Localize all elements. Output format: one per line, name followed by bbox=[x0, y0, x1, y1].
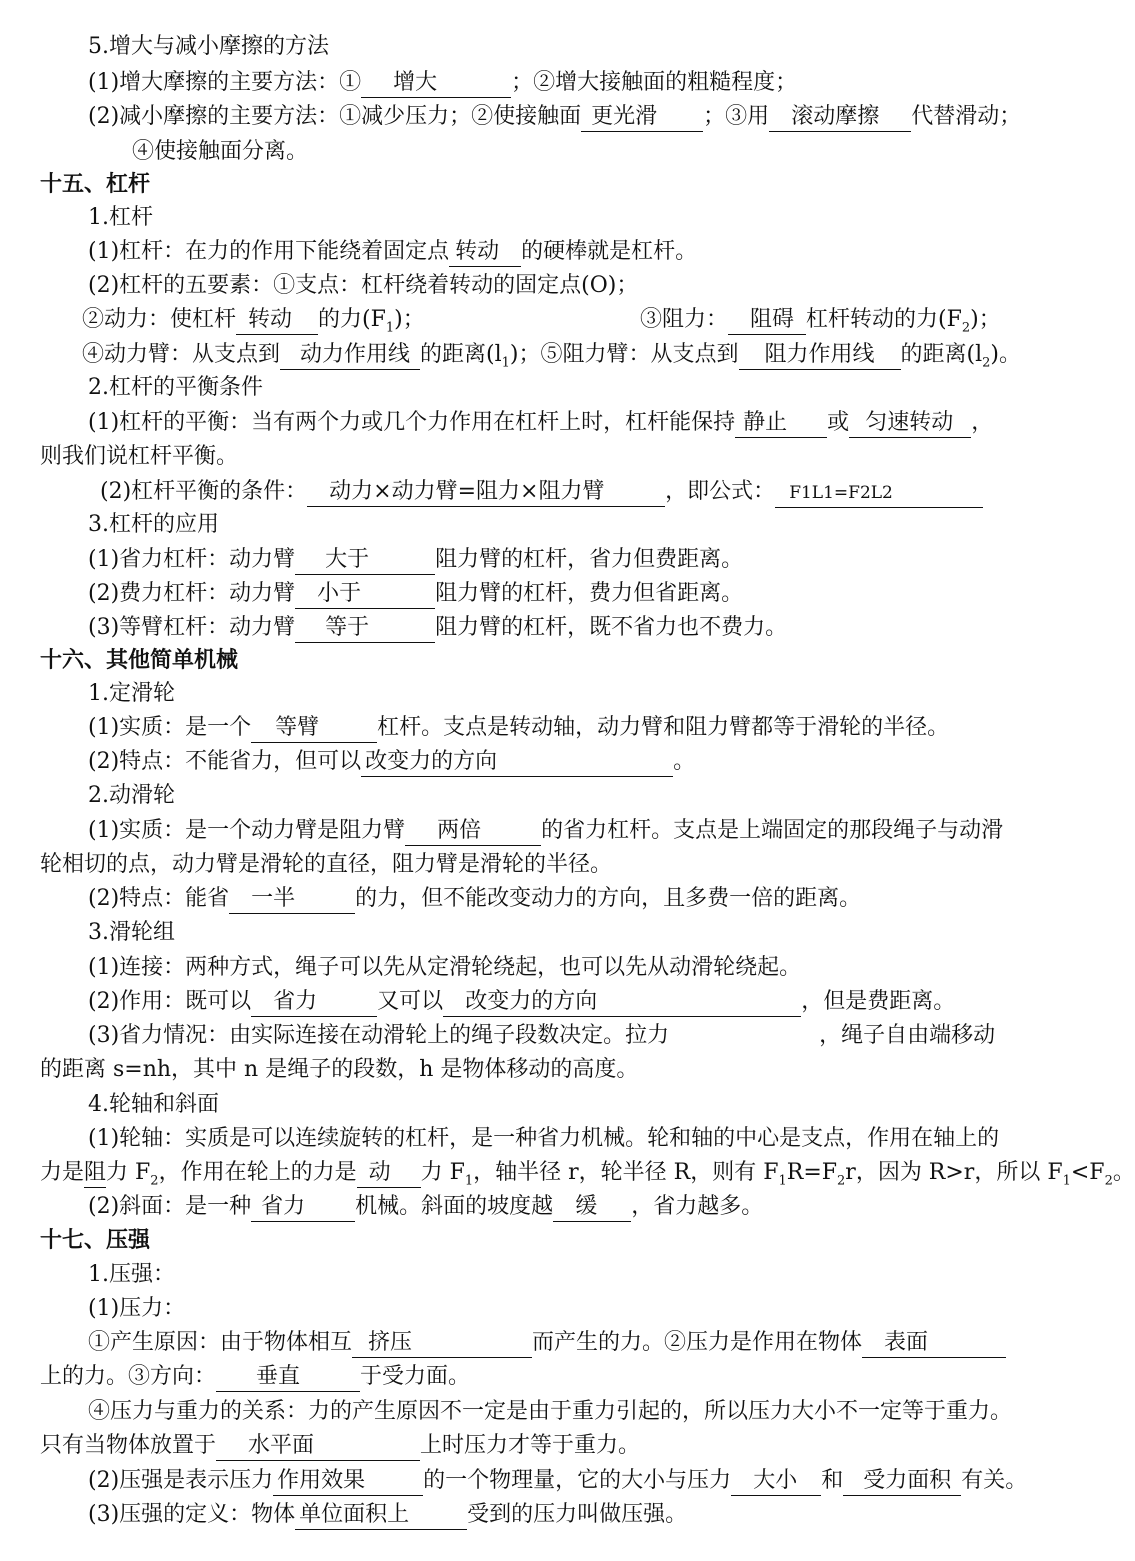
text: 5.增大与减小摩擦的方法 bbox=[88, 34, 329, 59]
text: 杠杆转动的力(F bbox=[806, 307, 962, 332]
subscript: 1 bbox=[1062, 1173, 1071, 1189]
text: ，轴半径 r，轮半径 R，则有 F bbox=[473, 1160, 779, 1185]
text-line bbox=[40, 1053, 1080, 1087]
text: 2.动滑轮 bbox=[88, 783, 175, 808]
subsection-title bbox=[88, 371, 1080, 405]
subsection-title bbox=[88, 779, 1080, 813]
fill-answer: 转动 bbox=[449, 238, 521, 267]
text: (2)减小摩擦的主要方法：①减少压力；②使接触面 bbox=[88, 104, 582, 129]
subscript: 2 bbox=[961, 320, 971, 336]
fill-answer: 等于 bbox=[295, 614, 435, 643]
text: 则我们说杠杆平衡。 bbox=[40, 444, 239, 469]
text: 3.杠杆的应用 bbox=[88, 512, 219, 537]
fill-answer: 大于 bbox=[295, 546, 435, 575]
text: ， bbox=[971, 410, 994, 435]
fill-answer: 表面 bbox=[862, 1329, 1006, 1358]
text: (1)杠杆：在力的作用下能绕着固定点 bbox=[88, 239, 450, 264]
fill-answer: 大小 bbox=[731, 1467, 821, 1496]
text: R=F bbox=[786, 1160, 838, 1185]
text: (1)实质：是一个动力臂是阻力臂 bbox=[88, 818, 406, 843]
text: 受到的压力叫做压强。 bbox=[467, 1502, 688, 1527]
text-line bbox=[88, 1464, 1080, 1498]
text: ，即公式： bbox=[665, 479, 776, 504]
subsection-title bbox=[88, 30, 1080, 64]
text-line bbox=[88, 235, 1080, 269]
text-line bbox=[82, 338, 1080, 372]
fill-answer: 作用效果 bbox=[273, 1467, 423, 1496]
text: 1.定滑轮 bbox=[88, 681, 175, 706]
section-heading: 十六、其他简单机械 bbox=[40, 648, 239, 673]
text: 代替滑动； bbox=[911, 104, 1022, 129]
text: 只有当物体放置于 bbox=[40, 1433, 217, 1458]
fill-answer: 静止 bbox=[735, 409, 827, 438]
subsection-title bbox=[88, 201, 1080, 235]
fill-answer: 垂直 bbox=[216, 1363, 360, 1392]
text: (2)特点：能省 bbox=[88, 886, 230, 911]
text: 的硬棒就是杠杆。 bbox=[521, 239, 698, 264]
fill-answer: 等臂 bbox=[251, 714, 377, 743]
text: 的距离(l bbox=[420, 342, 502, 367]
text: ；②增大接触面的粗糙程度； bbox=[511, 70, 798, 95]
text: ，但是费距离。 bbox=[801, 989, 956, 1014]
text: )； bbox=[394, 307, 425, 332]
text-line bbox=[88, 882, 1080, 916]
text: 的距离(l bbox=[900, 342, 983, 367]
text-line bbox=[640, 303, 1080, 337]
text: (3)压强的定义：物体 bbox=[88, 1502, 296, 1527]
fill-answer: 一半 bbox=[229, 885, 355, 914]
text-line bbox=[88, 711, 1080, 745]
text: 1.杠杆 bbox=[88, 205, 153, 230]
subsection-title bbox=[88, 677, 1080, 711]
fill-answer: 阻 bbox=[84, 1159, 106, 1188]
text: 。 bbox=[1112, 1160, 1135, 1185]
text: 有关。 bbox=[961, 1468, 1028, 1493]
fill-answer: 动力作用线 bbox=[280, 341, 420, 370]
text: 力是 bbox=[40, 1160, 85, 1185]
subsection-title bbox=[88, 1258, 1080, 1292]
text: (1)压力： bbox=[88, 1296, 186, 1321]
text: 和 bbox=[821, 1468, 844, 1493]
text: 力 F bbox=[106, 1160, 151, 1185]
text: <F bbox=[1070, 1160, 1105, 1185]
text-line bbox=[100, 475, 1080, 509]
fill-answer: 改变力的方向 bbox=[443, 988, 801, 1017]
text: ④使接触面分离。 bbox=[132, 139, 309, 164]
text: ，作用在轮上的力是 bbox=[158, 1160, 357, 1185]
fill-answer: 省力 bbox=[251, 1193, 355, 1222]
text: )； bbox=[970, 307, 1001, 332]
text: (2)杠杆的五要素：①支点：杠杆绕着转动的固定点(O)； bbox=[88, 273, 639, 298]
text: (2)压强是表示压力 bbox=[88, 1468, 274, 1493]
text-line bbox=[88, 1190, 1080, 1224]
text: (1)轮轴：实质是可以连续旋转的杠杆，是一种省力机械。轮和轴的中心是支点，作用在轴上的 bbox=[88, 1126, 1000, 1151]
text-line bbox=[88, 611, 1080, 645]
fill-answer: 缓 bbox=[553, 1193, 631, 1222]
text: 的省力杠杆。支点是上端固定的那段绳子与动滑 bbox=[541, 818, 1004, 843]
text: 2.杠杆的平衡条件 bbox=[88, 375, 263, 400]
subsection-title bbox=[88, 1088, 1080, 1122]
text: ④动力臂：从支点到 bbox=[82, 342, 281, 367]
text: (2)特点：不能省力，但可以 bbox=[88, 749, 362, 774]
text: ，省力越多。 bbox=[631, 1194, 764, 1219]
text: ②动力：使杠杆 bbox=[82, 307, 237, 332]
text-line bbox=[40, 440, 1080, 474]
subscript: 2 bbox=[982, 355, 991, 371]
fill-answer: 匀速转动 bbox=[849, 409, 971, 438]
text: (1)省力杠杆：动力臂 bbox=[88, 547, 296, 572]
text-line bbox=[88, 1019, 1080, 1053]
text: 又可以 bbox=[377, 989, 444, 1014]
fill-answer: 滚动摩擦 bbox=[769, 103, 911, 132]
text-line bbox=[40, 1156, 1135, 1190]
text: 阻力臂的杠杆，费力但省距离。 bbox=[435, 581, 744, 606]
text-line bbox=[40, 848, 1080, 882]
subscript: 1 bbox=[501, 355, 510, 371]
text-line bbox=[88, 577, 1080, 611]
text-line bbox=[88, 745, 1080, 779]
fill-answer: 受力面积 bbox=[843, 1467, 961, 1496]
fill-answer: 动 bbox=[357, 1159, 421, 1188]
text-line bbox=[88, 269, 1080, 303]
text-line bbox=[88, 1395, 1080, 1429]
text-line bbox=[88, 951, 1080, 985]
text: 轮相切的点，动力臂是滑轮的直径，阻力臂是滑轮的半径。 bbox=[40, 852, 613, 877]
fill-answer: 水平面 bbox=[216, 1432, 420, 1461]
subscript: 2 bbox=[150, 1173, 159, 1189]
text: )；⑤阻力臂：从支点到 bbox=[509, 342, 739, 367]
text: 3.滑轮组 bbox=[88, 920, 175, 945]
text: 的力(F bbox=[318, 307, 386, 332]
subsection-title bbox=[88, 1292, 1080, 1326]
text: 。 bbox=[673, 749, 696, 774]
subsection-title bbox=[88, 508, 1080, 542]
text: 上的力。③方向： bbox=[40, 1364, 217, 1389]
text: (2)费力杠杆：动力臂 bbox=[88, 581, 296, 606]
fill-answer: 动力×动力臂=阻力×阻力臂 bbox=[307, 478, 665, 507]
text: ；③用 bbox=[703, 104, 770, 129]
text-line bbox=[40, 1429, 1080, 1463]
text: 机械。斜面的坡度越 bbox=[355, 1194, 554, 1219]
section-heading: 十七、压强 bbox=[40, 1228, 151, 1253]
text-line bbox=[132, 135, 1080, 169]
text-line bbox=[88, 814, 1080, 848]
text: (1)实质：是一个 bbox=[88, 715, 252, 740]
fill-answer: 两倍 bbox=[405, 817, 541, 846]
subsection-title bbox=[88, 916, 1080, 950]
text-line bbox=[88, 543, 1080, 577]
text: ④压力与重力的关系：力的产生原因不一定是由于重力引起的，所以压力大小不一定等于重力。 bbox=[88, 1399, 1013, 1424]
fill-answer: 挤压 bbox=[352, 1329, 532, 1358]
text-line bbox=[40, 1360, 1080, 1394]
subscript: 2 bbox=[837, 1173, 846, 1189]
text-line bbox=[88, 985, 1080, 1019]
text: (2)杠杆平衡的条件： bbox=[100, 479, 308, 504]
fill-answer: 更光滑 bbox=[581, 103, 703, 132]
text: (2)作用：既可以 bbox=[88, 989, 252, 1014]
text: 于受力面。 bbox=[360, 1364, 471, 1389]
text: 力 F bbox=[420, 1160, 465, 1185]
text-line bbox=[88, 66, 1080, 100]
text: ，绳子自由端移动 bbox=[819, 1023, 996, 1048]
text: (1)连接：两种方式，绳子可以先从定滑轮绕起，也可以先从动滑轮绕起。 bbox=[88, 955, 802, 980]
text: (2)斜面：是一种 bbox=[88, 1194, 252, 1219]
text: 的一个物理量，它的大小与压力 bbox=[423, 1468, 732, 1493]
text: ①产生原因：由于物体相互 bbox=[88, 1330, 353, 1355]
text: 的力，但不能改变动力的方向，且多费一倍的距离。 bbox=[355, 886, 862, 911]
text: (3)省力情况：由实际连接在动滑轮上的绳子段数决定。拉力 bbox=[88, 1023, 670, 1048]
fill-answer: 阻力作用线 bbox=[739, 341, 901, 370]
text: (1)杠杆的平衡：当有两个力或几个力作用在杠杆上时，杠杆能保持 bbox=[88, 410, 736, 435]
text: )。 bbox=[990, 342, 1022, 367]
text: (1)增大摩擦的主要方法：① bbox=[88, 70, 362, 95]
text-line bbox=[88, 1498, 1080, 1532]
text-line bbox=[88, 1122, 1080, 1156]
subscript: 1 bbox=[385, 320, 395, 336]
fill-answer: 阻碍 bbox=[728, 306, 806, 335]
text: 阻力臂的杠杆，既不省力也不费力。 bbox=[435, 615, 788, 640]
text: 而产生的力。②压力是作用在物体 bbox=[532, 1330, 863, 1355]
text-line bbox=[88, 406, 1080, 440]
text: 杠杆。支点是转动轴，动力臂和阻力臂都等于滑轮的半径。 bbox=[377, 715, 950, 740]
fill-answer: 增大 bbox=[361, 69, 511, 98]
section-heading: 十五、杠杆 bbox=[40, 172, 151, 197]
text: 的距离 s=nh，其中 n 是绳子的段数，h 是物体移动的高度。 bbox=[40, 1057, 639, 1082]
text: (3)等臂杠杆：动力臂 bbox=[88, 615, 296, 640]
text: 上时压力才等于重力。 bbox=[420, 1433, 641, 1458]
subscript: 1 bbox=[778, 1173, 787, 1189]
text: ③阻力： bbox=[640, 307, 729, 332]
subscript: 2 bbox=[1104, 1173, 1113, 1189]
text: 1.压强： bbox=[88, 1262, 175, 1287]
text-line bbox=[88, 100, 1080, 134]
text: 4.轮轴和斜面 bbox=[88, 1092, 219, 1117]
fill-answer: 省力 bbox=[251, 988, 377, 1017]
formula: F1L1=F2L2 bbox=[775, 479, 983, 508]
subscript: 1 bbox=[464, 1173, 474, 1189]
fill-answer: 转动 bbox=[236, 306, 318, 335]
text: 阻力臂的杠杆，省力但费距离。 bbox=[435, 547, 744, 572]
text: 或 bbox=[827, 410, 850, 435]
text-line bbox=[88, 1326, 1080, 1360]
fill-answer: 改变力的方向 bbox=[361, 748, 673, 777]
fill-answer: 单位面积上 bbox=[295, 1501, 467, 1530]
fill-answer: 小于 bbox=[295, 580, 435, 609]
text: r，因为 R>r，所以 F bbox=[845, 1160, 1063, 1185]
